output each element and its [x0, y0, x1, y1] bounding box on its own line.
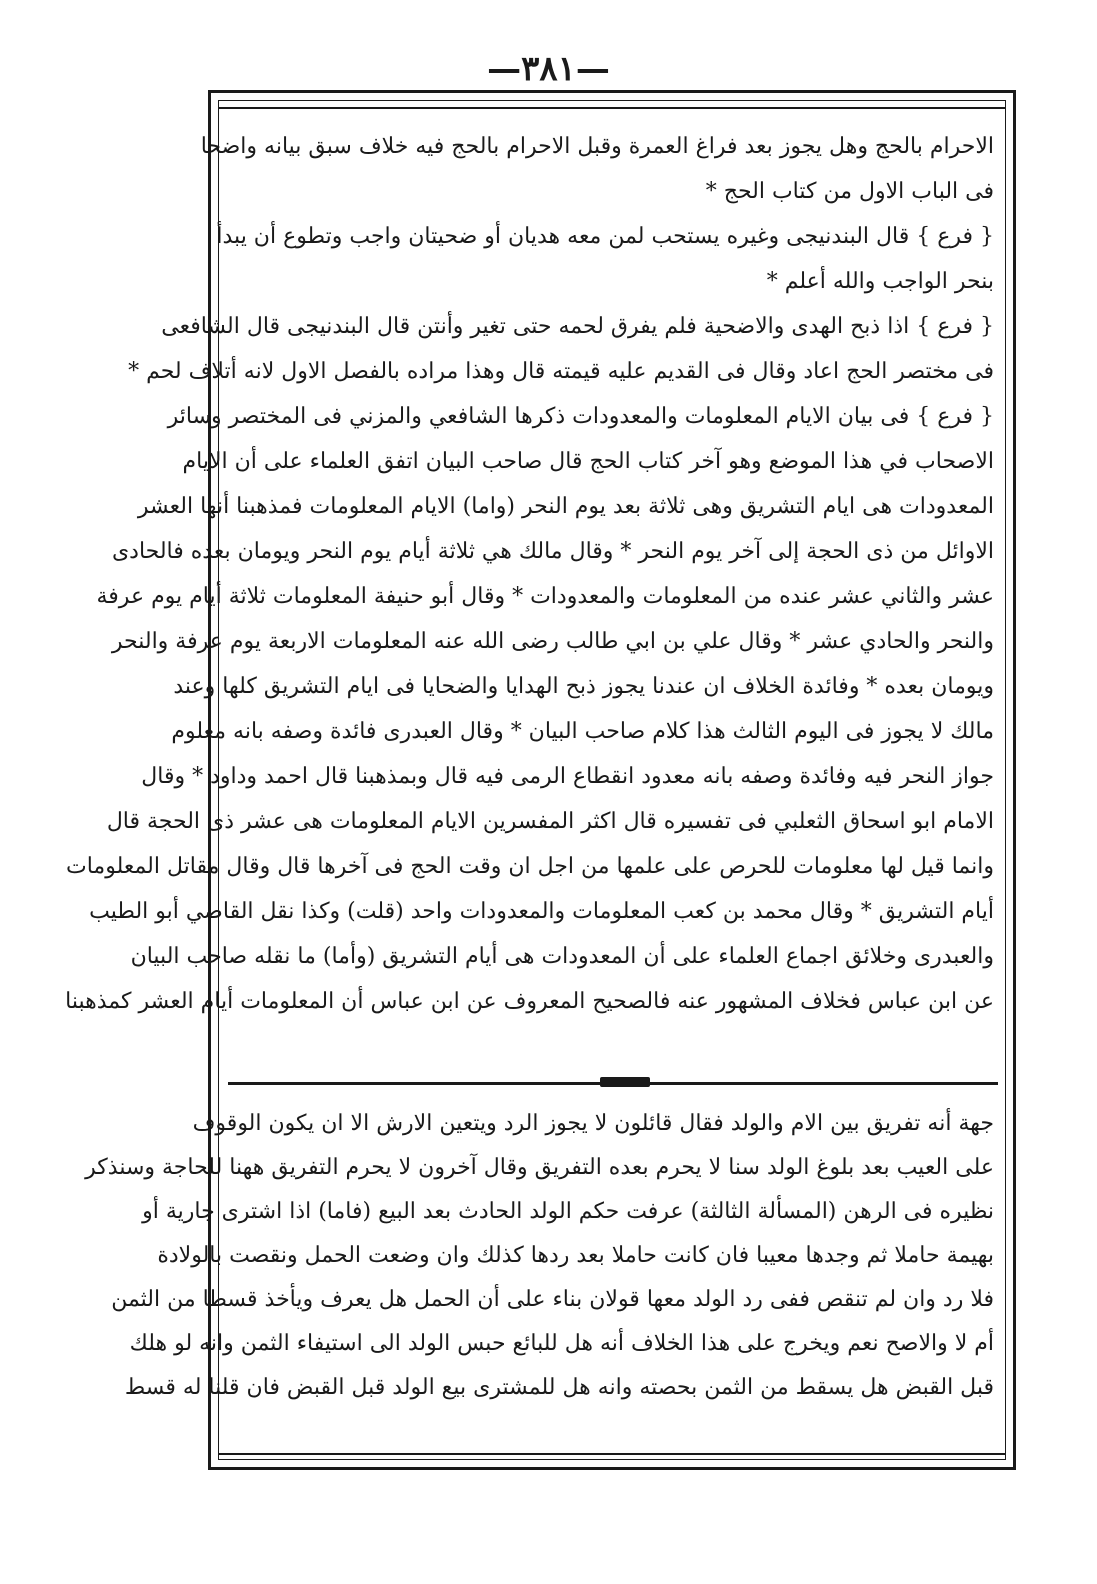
- text-line: الاوائل من ذى الحجة إلى آخر يوم النحر * وقال مالك هي ثلاثة أيام يوم النحر ويومان بعده فالحادى: [111, 539, 994, 564]
- text-line: جواز النحر فيه وفائدة وصفه بانه معدود انقطاع الرمى فيه قال وبمذهبنا قال احمد وداود * وقال: [141, 764, 994, 789]
- text-line: فلا رد وان لم تنقص ففى رد الولد معها قولان بناء على أن الحمل هل يعرف ويأخذ قسطا من الثمن: [111, 1287, 994, 1312]
- lower-text: [85, 1102, 994, 1410]
- main-text: [65, 124, 994, 1024]
- text-line: قبل القبض هل يسقط من الثمن بحصته وانه هل للمشترى بيع الولد قبل القبض فان قلنا له قسط: [124, 1375, 994, 1400]
- text-line: وانما قيل لها معلومات للحرص على علمها من اجل ان وقت الحج فى آخرها قال وقال مقاتل المعلومات: [66, 854, 994, 879]
- text-line: بهيمة حاملا ثم وجدها معيبا فان كانت حاملا بعد ردها كذلك وان وضعت الحمل ونقصت بالولادة: [157, 1243, 994, 1268]
- text-line: فى مختصر الحج اعاد وقال فى القديم عليه قيمته قال وهذا مراده بالفصل الاول لانه أتلاف لحم *: [128, 359, 994, 384]
- text-line: الاحرام بالحج وهل يجوز بعد فراغ العمرة وقبل الاحرام بالحج فيه خلاف سبق بيانه واضحا: [200, 134, 994, 159]
- text-line: أيام التشريق * وقال محمد بن كعب المعلومات والمعدودات واحد (قلت) وكذا نقل القاضي أبو الطيب: [89, 899, 994, 924]
- text-line: مالك لا يجوز فى اليوم الثالث هذا كلام صاحب البيان * وقال العبدرى فائدة وصفه بانه معلوم: [171, 719, 994, 744]
- bottom-rule: [218, 1453, 1006, 1455]
- text-line: { فرع } اذا ذبح الهدى والاضحية فلم يفرق لحمه حتى تغير وأنتن قال البندنيجى قال الشافعى: [161, 314, 994, 339]
- text-line: على العيب بعد بلوغ الولد سنا لا يحرم بعده التفريق وقال آخرون لا يحرم التفريق ههنا للحاجة وسنذكر: [85, 1155, 994, 1180]
- text-line: أم لا والاصح نعم ويخرج على هذا الخلاف أنه هل للبائع حبس الولد الى استيفاء الثمن وانه لو هلك: [129, 1331, 994, 1356]
- page-number: —٣٨١—: [487, 49, 610, 89]
- text-line: والعبدرى وخلائق اجماع العلماء على أن المعدودات هى أيام التشريق (وأما) ما نقله صاحب البيان: [130, 944, 994, 969]
- text-line: الاصحاب في هذا الموضع وهو آخر كتاب الحج قال صاحب البيان اتفق العلماء على أن الايام: [182, 449, 994, 474]
- top-rule: [218, 107, 1006, 109]
- text-line: فى الباب الاول من كتاب الحج *: [705, 179, 994, 204]
- text-line: { فرع } قال البندنيجى وغيره يستحب لمن معه هديان أو ضحيتان واجب وتطوع أن يبدأ: [216, 224, 994, 249]
- text-line: { فرع } فى بيان الايام المعلومات والمعدودات ذكرها الشافعي والمزني فى المختصر وسائر: [167, 404, 994, 429]
- text-line: نظيره فى الرهن (المسألة الثالثة) عرفت حكم الولد الحادث بعد البيع (فاما) اذا اشترى جارية أو: [142, 1199, 994, 1224]
- text-line: بنحر الواجب والله أعلم *: [766, 269, 994, 294]
- text-line: الامام ابو اسحاق الثعلبي فى تفسيره قال اكثر المفسرين الايام المعلومات هى عشر ذى الحجة قال: [106, 809, 994, 834]
- text-line: ويومان بعده * وفائدة الخلاف ان عندنا يجوز ذبح الهدايا والضحايا فى ايام التشريق كلها وعند: [173, 674, 994, 699]
- text-line: جهة أنه تفريق بين الام والولد فقال قائلون لا يجوز الرد ويتعين الارش الا ان يكون الوقوف: [192, 1111, 994, 1136]
- text-line: والنحر والحادي عشر * وقال علي بن ابي طالب رضى الله عنه المعلومات الاربعة يوم عرفة والنحر: [111, 629, 994, 654]
- divider-ornament: [600, 1077, 650, 1087]
- text-line: عشر والثاني عشر عنده من المعلومات والمعدودات * وقال أبو حنيفة المعلومات ثلاثة أيام يوم عرفة: [96, 584, 994, 609]
- text-line: المعدودات هى ايام التشريق وهى ثلاثة بعد يوم النحر (واما) الايام المعلومات فمذهبنا أنها العشر: [137, 494, 994, 519]
- text-line: عن ابن عباس فخلاف المشهور عنه فالصحيح المعروف عن ابن عباس أن المعلومات أيام العشر كمذهبنا: [65, 989, 994, 1014]
